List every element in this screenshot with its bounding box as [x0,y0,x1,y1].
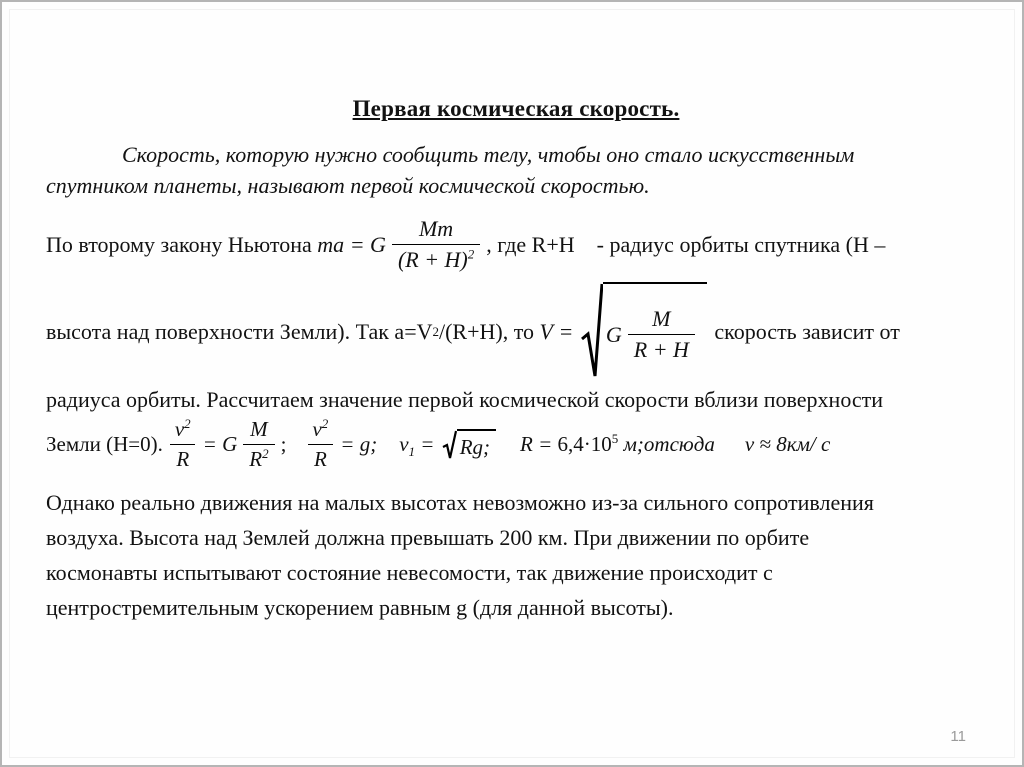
radical-sign-icon [581,282,603,382]
fraction-M-over-RH: $\frac{M}{R + H}$ [628,307,695,362]
sqrt-Rg: Rg; [442,429,496,461]
height-text-after: скорость зависит от [714,319,900,345]
newton-eq: = [349,231,365,257]
newton-dash: - [596,231,604,257]
newton-law-row [46,217,986,272]
page-number: 11 [950,728,966,745]
fraction-v2-over-R-b: $\frac{v^2}{R}$ [306,418,334,471]
R-value: $6,4\cdot 10^5$ [557,431,619,457]
newton-lhs: ma [317,231,345,257]
slide-content [46,96,986,625]
calc-coeff-G: G [222,432,238,457]
v-value: 8км/ с [776,432,831,457]
newton-text-rest: радиус орбиты спутника (H – [609,231,886,257]
intro-line-2: спутником планеты, называют первой космической скоростью. [46,173,650,198]
newton-text-before: По второму закону Ньютона [46,231,318,257]
v1-symbol: $v_1$ [399,432,416,460]
height-eq: = [558,319,574,345]
intro-line-1: Скорость, которую нужно сообщить телу, чтобы оно стало искусственным [122,142,855,167]
sqrt-GM-over-RH: G $\frac{M}{R + H}$ [581,282,707,382]
R-unit: м;отсюда [623,432,715,457]
intro-paragraph [46,139,986,201]
height-text-2: /(R+H), то [438,319,540,345]
radius-line: радиуса орбиты. Рассчитаем значение первой космической скорости вблизи поверхности [46,387,884,413]
orbit-height-row: высота над поверхности Земли). Так a=V 2 /(R+H), то V = G $\frac{M}{R + H}$ скорость зависит от [46,282,986,382]
fraction-M-over-R2: $\frac{M}{R^2}$ [243,418,274,471]
slide-title: Первая космическая скорость. [352,96,680,121]
height-text-1: высота над поверхности Земли). Так a=V [46,319,433,345]
outro-line-1: Однако реально движения на малых высотах невозможно из-за сильного сопротивления [46,489,874,515]
R-symbol: R [520,432,533,457]
fraction-v2-over-R-a: $\frac{v^2}{R}$ [169,418,197,471]
velocity-symbol: V [539,319,553,345]
newton-text-after: , где R+H [486,231,575,257]
radical-sign-icon [442,429,457,461]
g-value: g; [359,432,378,457]
outro-line-3: космонавты испытывают состояние невесомости, так движение происходит с [46,559,773,585]
calc-prefix: Земли (H=0). [46,432,163,457]
outro-paragraph [46,485,986,625]
calculation-row: Земли (H=0). $\frac{v^2}{R}$ = G $\frac{M}{R^2}$ ; $\frac{v^2}{R}$ = g; $v_1$ = Rg; R = $6,4\cdot 10^5$ м;отсюда v ≈ 8км/ с [46,416,831,472]
outro-line-4: центростремительным ускорением равным g (для данной высоты). [46,594,674,620]
fraction-Mm-over-RH2: $\frac{Mm}{(R + H)^2}$ [392,217,480,272]
newton-coeff: G [370,231,386,257]
semicolon-1: ; [280,432,287,457]
v-symbol: v [744,432,755,457]
outro-line-2: воздуха. Высота над Землей должна превышать 200 км. При движении по орбите [46,524,810,550]
